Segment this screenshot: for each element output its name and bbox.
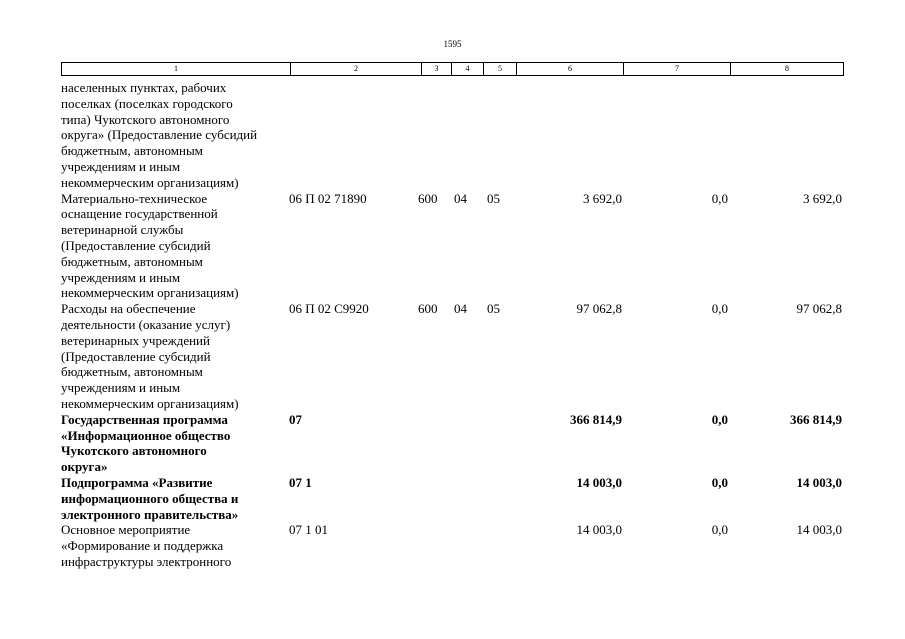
column-header-1: 1: [174, 64, 178, 73]
column-header-7: 7: [623, 63, 730, 75]
row-name-line: учреждениям и иным: [61, 158, 181, 174]
row-value-8: 366 814,9: [790, 411, 842, 427]
row-rz: 04: [454, 190, 467, 206]
column-header-5: 5: [483, 63, 516, 75]
row-value-7: 0,0: [711, 301, 728, 317]
row-name-line: некоммерческим организациям): [61, 174, 239, 190]
row-name-line: информационного общества и: [61, 490, 239, 506]
row-name-line: Подпрограмма «Развитие: [61, 475, 213, 490]
row-name-line: Основное мероприятие: [61, 522, 191, 538]
row-code: 07 1 01: [289, 522, 328, 538]
row-rz: 04: [454, 301, 467, 317]
table-row: [0, 301, 905, 412]
column-header-4: 4: [451, 63, 483, 75]
row-value-7: 0,0: [711, 411, 728, 427]
row-name: [61, 412, 291, 475]
row-name: [61, 522, 291, 569]
column-header-3: 3: [421, 63, 451, 75]
row-name-line: ветеринарных учреждений: [61, 332, 210, 348]
row-name-line: Расходы на обеспечение: [61, 301, 196, 317]
column-header-row: [61, 62, 844, 76]
row-code: 07 1: [289, 475, 312, 490]
row-name-line: учреждениям и иным: [61, 269, 181, 285]
row-name-line: оснащение государственной: [61, 206, 218, 222]
row-name-line: бюджетным, автономным: [61, 143, 203, 159]
table-row: [0, 522, 905, 569]
row-name-line: Чукотского автономного: [61, 443, 207, 459]
row-name-line: округа» (Предоставление субсидий: [61, 127, 258, 143]
table-row: [0, 412, 905, 475]
row-name-line: бюджетным, автономным: [61, 253, 203, 269]
row-name-line: типа) Чукотского автономного: [61, 111, 230, 127]
row-name-line: некоммерческим организациям): [61, 285, 239, 301]
row-name-line: бюджетным, автономным: [61, 364, 203, 380]
column-header-8: 8: [730, 63, 843, 75]
row-name-line: инфраструктуры электронного: [61, 553, 232, 569]
column-header-6: 6: [516, 63, 623, 75]
table-row: [0, 475, 905, 522]
row-name-line: (Предоставление субсидий: [61, 348, 211, 364]
row-name-line: «Информационное общество: [61, 427, 231, 443]
row-pr: 05: [487, 301, 500, 317]
row-name-line: учреждениям и иным: [61, 380, 181, 396]
row-name-line: электронного правительства»: [61, 506, 239, 522]
row-value-8: 14 003,0: [796, 475, 842, 490]
row-name: [61, 301, 291, 412]
row-value-8: 97 062,8: [796, 301, 842, 317]
row-code: 07: [289, 411, 302, 427]
row-value-7: 0,0: [711, 190, 728, 206]
row-name-line: поселках (поселках городского: [61, 95, 233, 111]
row-name: [61, 191, 291, 302]
row-value-6: 14 003,0: [576, 522, 622, 538]
row-name-line: ветеринарной службы: [61, 222, 184, 238]
table-row: [0, 191, 905, 302]
row-value-7: 0,0: [711, 475, 728, 490]
row-name: [61, 80, 291, 191]
row-name-line: населенных пунктах, рабочих: [61, 80, 227, 95]
row-name-line: деятельности (оказание услуг): [61, 316, 231, 332]
row-code: 06 П 02 71890: [289, 190, 367, 206]
row-value-8: 3 692,0: [803, 190, 842, 206]
row-value-6: 366 814,9: [570, 411, 622, 427]
row-code: 06 П 02 С9920: [289, 301, 369, 317]
row-name-line: некоммерческим организациям): [61, 395, 239, 411]
column-header-2: 2: [290, 63, 421, 75]
row-name-line: Государственная программа: [61, 411, 228, 427]
row-name-line: округа»: [61, 459, 108, 475]
row-value-6: 14 003,0: [576, 475, 622, 490]
row-vr: 600: [418, 190, 438, 206]
row-pr: 05: [487, 190, 500, 206]
row-name-line: Материально-техническое: [61, 190, 208, 206]
table-row: [0, 80, 905, 191]
row-value-7: 0,0: [711, 522, 728, 538]
row-value-8: 14 003,0: [796, 522, 842, 538]
row-value-6: 3 692,0: [583, 190, 622, 206]
row-name: [61, 475, 291, 522]
page-number: 1595: [443, 39, 462, 49]
row-vr: 600: [418, 301, 438, 317]
row-value-6: 97 062,8: [576, 301, 622, 317]
row-name-line: (Предоставление субсидий: [61, 237, 211, 253]
row-name-line: «Формирование и поддержка: [61, 538, 224, 554]
